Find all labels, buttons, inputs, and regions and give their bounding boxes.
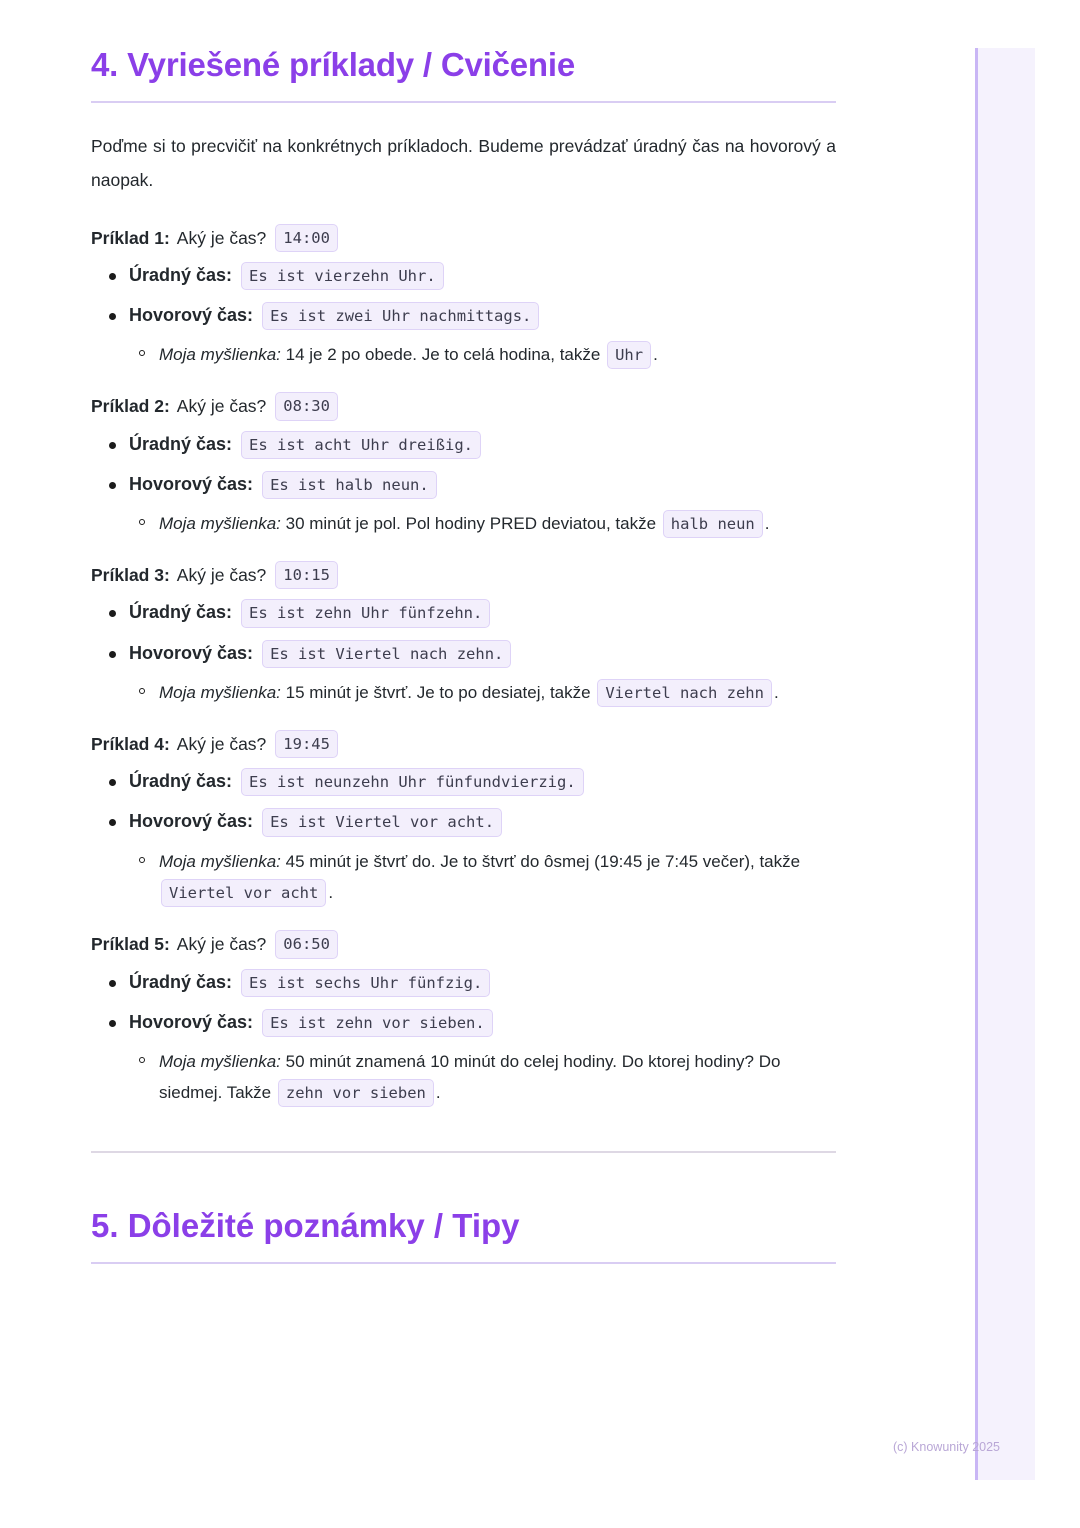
official-answer-code: Es ist acht Uhr dreißig. <box>241 431 481 459</box>
thought-text-end: . <box>653 344 658 364</box>
thought-text: 45 minút je štvrť do. Je to štvrť do ôsmej (19:45 je 7:45 večer), takže <box>285 851 801 871</box>
example-question: Aký je čas? <box>176 565 267 586</box>
list-item <box>129 768 836 796</box>
thought-text: 14 je 2 po obede. Je to celá hodina, takže <box>285 344 601 364</box>
thought-code: Viertel vor acht <box>161 879 326 907</box>
thought-code: halb neun <box>663 510 763 538</box>
official-answer-code: Es ist neunzehn Uhr fünfundvierzig. <box>241 768 584 796</box>
list-item <box>159 677 836 708</box>
page-side-panel <box>975 48 1035 1480</box>
thought-code: Uhr <box>607 341 651 369</box>
list-item <box>159 339 836 370</box>
colloquial-label: Hovorový čas: <box>129 473 254 494</box>
example-time-code: 06:50 <box>275 930 338 958</box>
section-heading: 4. Vyriešené príklady / Cvičenie <box>91 46 575 83</box>
example-answer-list <box>91 768 836 908</box>
colloquial-label: Hovorový čas: <box>129 304 254 325</box>
example-time-code: 19:45 <box>275 730 338 758</box>
thought-list <box>129 339 836 370</box>
list-item <box>129 431 836 459</box>
thought-label: Moja myšlienka: <box>159 344 281 364</box>
example-header <box>91 730 836 758</box>
colloquial-label: Hovorový čas: <box>129 811 254 832</box>
example-answer-list <box>91 969 836 1109</box>
thought-list <box>129 508 836 539</box>
colloquial-answer-code: Es ist Viertel nach zehn. <box>262 640 511 668</box>
thought-list <box>129 1046 836 1109</box>
colloquial-answer-code: Es ist zehn vor sieben. <box>262 1009 493 1037</box>
list-item <box>129 302 836 371</box>
watermark-text: (c) Knowunity 2025 <box>893 1440 1001 1454</box>
example-answer-list <box>91 599 836 708</box>
thought-label: Moja myšlienka: <box>159 682 281 702</box>
thought-text: 15 minút je štvrť. Je to po desiatej, takže <box>285 682 591 702</box>
official-answer-code: Es ist zehn Uhr fünfzehn. <box>241 599 490 627</box>
example-question: Aký je čas? <box>176 934 267 955</box>
example-header <box>91 561 836 589</box>
thought-text-end: . <box>773 682 779 702</box>
colloquial-answer-code: Es ist zwei Uhr nachmittags. <box>262 302 539 330</box>
example-header <box>91 224 836 252</box>
colloquial-label: Hovorový čas: <box>129 642 254 663</box>
next-section-heading: 5. Dôležité poznámky / Tipy <box>91 1206 520 1244</box>
example-title: Príklad 3: <box>91 565 170 586</box>
example-answer-list <box>91 262 836 371</box>
thought-label: Moja myšlienka: <box>159 851 281 871</box>
example-title: Príklad 5: <box>91 934 170 955</box>
heading-divider <box>91 101 836 103</box>
list-item <box>159 508 836 539</box>
colloquial-label: Hovorový čas: <box>129 1011 254 1032</box>
thought-list <box>129 846 836 909</box>
thought-label: Moja myšlienka: <box>159 513 281 533</box>
thought-code: Viertel nach zehn <box>597 679 772 707</box>
list-item <box>129 640 836 709</box>
official-label: Úradný čas: <box>129 433 233 454</box>
example-title: Príklad 2: <box>91 396 170 417</box>
example-header <box>91 392 836 420</box>
thought-list <box>129 677 836 708</box>
colloquial-answer-code: Es ist Viertel vor acht. <box>262 808 502 836</box>
example-time-code: 14:00 <box>275 224 338 252</box>
list-item <box>129 262 836 290</box>
example-time-code: 10:15 <box>275 561 338 589</box>
list-item <box>129 599 836 627</box>
example-title: Príklad 4: <box>91 734 170 755</box>
example-header <box>91 930 836 958</box>
list-item <box>129 1009 836 1109</box>
colloquial-answer-code: Es ist halb neun. <box>262 471 437 499</box>
thought-text: 50 minút znamená 10 minút do celej hodiny. Do ktorej hodiny? Do siedmej. Takže <box>159 1051 781 1103</box>
official-answer-code: Es ist sechs Uhr fünfzig. <box>241 969 490 997</box>
official-answer-code: Es ist vierzehn Uhr. <box>241 262 444 290</box>
list-item <box>129 808 836 908</box>
next-heading-divider <box>91 1262 836 1264</box>
thought-text: 30 minút je pol. Pol hodiny PRED deviatou, takže <box>285 513 657 533</box>
official-label: Úradný čas: <box>129 971 233 992</box>
example-question: Aký je čas? <box>176 396 267 417</box>
list-item <box>129 969 836 997</box>
example-question: Aký je čas? <box>176 734 267 755</box>
example-question: Aký je čas? <box>176 227 267 248</box>
thought-text-end: . <box>764 513 770 533</box>
official-label: Úradný čas: <box>129 771 233 792</box>
section-end-divider <box>91 1151 836 1153</box>
thought-code: zehn vor sieben <box>278 1079 434 1107</box>
list-item <box>129 471 836 540</box>
thought-text-end: . <box>328 882 334 902</box>
official-label: Úradný čas: <box>129 264 233 285</box>
example-title: Príklad 1: <box>91 227 170 248</box>
list-item <box>159 846 836 909</box>
example-answer-list <box>91 431 836 540</box>
official-label: Úradný čas: <box>129 602 233 623</box>
example-time-code: 08:30 <box>275 392 338 420</box>
document-content <box>91 44 836 1290</box>
list-item <box>159 1046 836 1109</box>
thought-text-end: . <box>435 1083 441 1103</box>
section-intro-paragraph: Poďme si to precvičiť na konkrétnych príkladoch. Budeme prevádzať úradný čas na hovorový a naopak. <box>91 136 836 191</box>
thought-label: Moja myšlienka: <box>159 1051 281 1071</box>
